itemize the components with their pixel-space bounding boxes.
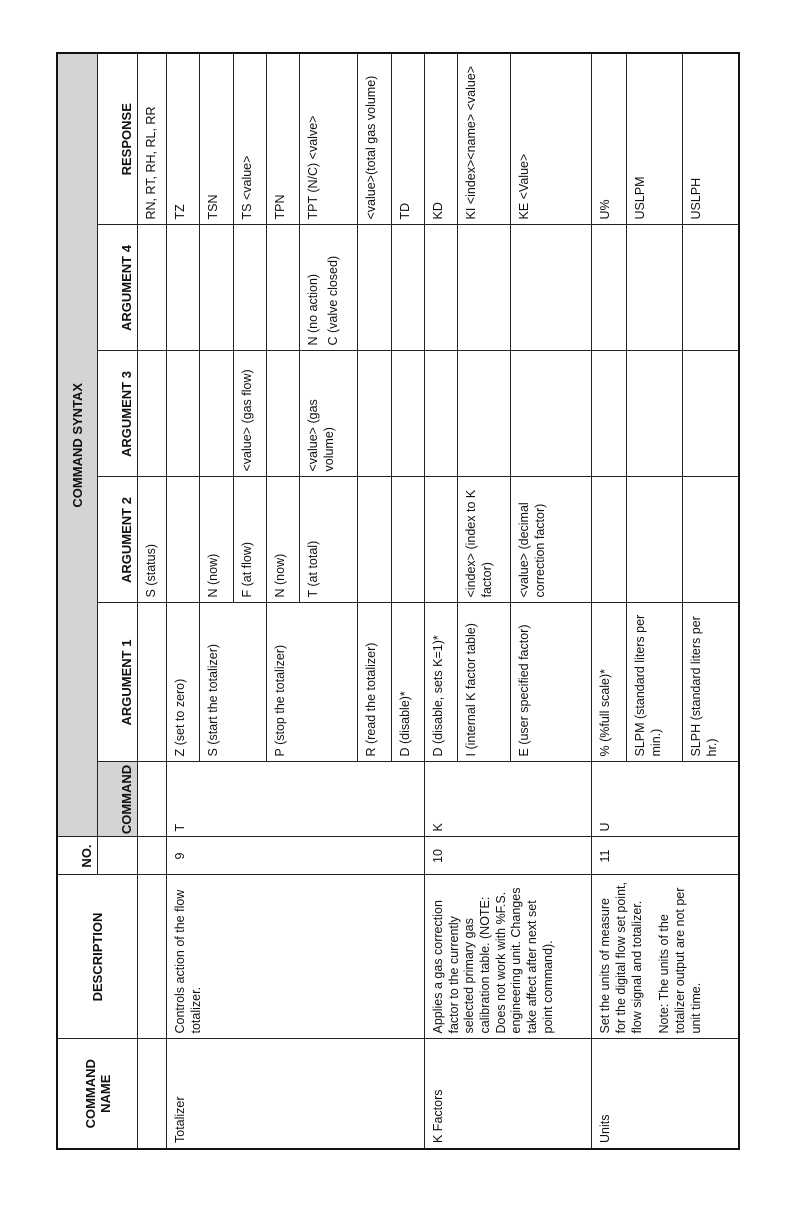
header-row-top — [57, 53, 98, 1149]
units-description-cell — [592, 875, 739, 1039]
kfactors-name: K Factors — [425, 1039, 592, 1149]
header-command-syntax: COMMAND SYNTAX — [57, 53, 98, 837]
header-argument3: ARGUMENT 3 — [98, 351, 138, 477]
totalizer-arg4-valve — [300, 225, 358, 351]
totalizer-resp-tpt: TPT (N/C) <valve> — [300, 53, 358, 225]
header-response: RESPONSE — [98, 53, 138, 225]
totalizer-resp-total-volume: <value>(total gas volume) — [358, 53, 391, 225]
kfactors-resp-ki: KI <index><name> <value> — [458, 53, 511, 225]
totalizer-name: Totalizer — [167, 1039, 425, 1149]
totalizer-resp-tz: TZ — [167, 53, 200, 225]
units-arg1-slph: SLPH (standard liters per hr.) — [683, 603, 739, 762]
units-name: Units — [592, 1039, 739, 1149]
command-table-rotated — [56, 54, 740, 1150]
totalizer-row1-response: RN, RT, RH, RL, RR — [138, 53, 167, 225]
totalizer-arg3-gas-volume: <value> (gas volume) — [300, 351, 358, 477]
totalizer-arg4-no-action: N (no action) — [306, 273, 321, 346]
totalizer-arg1-z: Z (set to zero) — [167, 603, 200, 762]
kfactors-command: K — [425, 762, 592, 837]
totalizer-arg2-p-now: N (now) — [267, 477, 300, 603]
header-command-name: COMMAND NAME — [57, 1039, 138, 1149]
totalizer-arg4-valve-closed: C (valve closed) — [326, 255, 341, 346]
totalizer-resp-tsn: TSN — [200, 53, 233, 225]
units-arg1-slpm: SLPM (standard liters per min.) — [627, 603, 683, 762]
header-argument2: ARGUMENT 2 — [98, 477, 138, 603]
totalizer-arg1-s: S (start the totalizer) — [200, 603, 267, 762]
totalizer-row1-a2: S (status) — [138, 477, 167, 603]
units-resp-percent: U% — [592, 53, 627, 225]
kfactors-arg1-e: E (user specified factor) — [511, 603, 592, 762]
totalizer-arg2-now: N (now) — [200, 477, 233, 603]
units-command: U — [592, 762, 739, 837]
units-resp-uslph: USLPH — [683, 53, 739, 225]
totalizer-no: 9 — [167, 837, 425, 875]
totalizer-arg3-gas-flow: <value> (gas flow) — [233, 351, 266, 477]
kfactors-arg2-index: <index> (index to K factor) — [458, 477, 511, 603]
header-no: NO. — [57, 837, 98, 875]
header-description: DESCRIPTION — [57, 875, 138, 1039]
kfactors-resp-ke: KE <Value> — [511, 53, 592, 225]
kfactors-no: 10 — [425, 837, 592, 875]
kfactors-resp-kd: KD — [425, 53, 458, 225]
totalizer-arg1-r: R (read the totalizer) — [358, 603, 391, 762]
totalizer-command: T — [167, 762, 425, 837]
totalizer-arg1-p: P (stop the totalizer) — [267, 603, 358, 762]
totalizer-arg2-at-flow: F (at flow) — [233, 477, 266, 603]
header-argument1: ARGUMENT 1 — [98, 603, 138, 762]
totalizer-resp-ts-value: TS <value> — [233, 53, 266, 225]
kfactors-arg1-i: I (internal K factor table) — [458, 603, 511, 762]
totalizer-row-z — [167, 53, 200, 1149]
spacer-row — [138, 53, 167, 1149]
totalizer-resp-td: TD — [391, 53, 424, 225]
totalizer-description: Controls action of the flow totalizer. — [167, 875, 425, 1039]
header-argument4: ARGUMENT 4 — [98, 225, 138, 351]
totalizer-arg2-at-total: T (at total) — [300, 477, 358, 603]
kfactors-arg1-d: D (disable, sets K=1)* — [425, 603, 458, 762]
kfactors-row-d — [425, 53, 458, 1149]
kfactors-description: Applies a gas correction factor to the currently selected primary gas calibration table. (NOTE: Does not work with %F.S. engineering unit. Changes take affect after next set point command). — [425, 875, 592, 1039]
units-resp-uslpm: USLPM — [627, 53, 683, 225]
units-note: Note: The units of the totalizer output are not per unit time. — [657, 887, 703, 1034]
units-arg1-percent: % (%full scale)* — [592, 603, 627, 762]
command-syntax-table — [56, 52, 740, 1150]
units-no: 11 — [592, 837, 739, 875]
header-no-spacer — [98, 837, 138, 875]
units-row-percent — [592, 53, 627, 1149]
totalizer-arg1-d: D (disable)* — [391, 603, 424, 762]
kfactors-arg2-value: <value> (decimal correction factor) — [511, 477, 592, 603]
units-description: Set the units of measure for the digital flow set point, flow signal and totalizer. — [598, 882, 644, 1034]
header-command: COMMAND — [98, 762, 138, 837]
totalizer-resp-tpn: TPN — [267, 53, 300, 225]
